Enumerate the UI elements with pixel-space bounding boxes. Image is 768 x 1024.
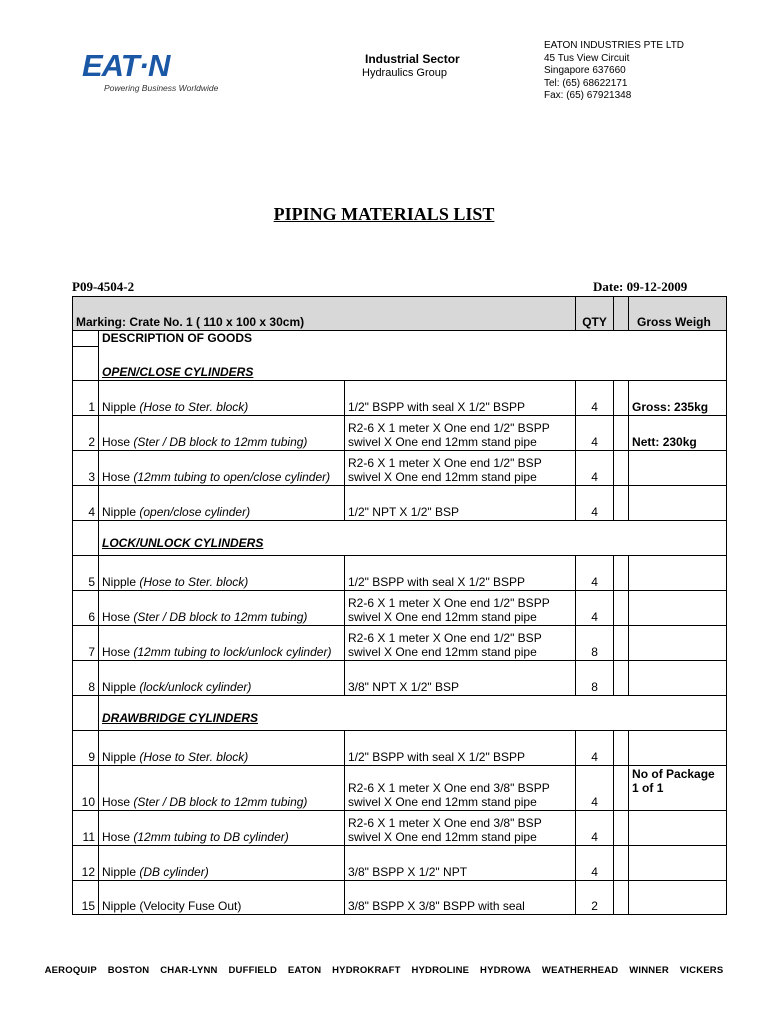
table-row [73, 660, 727, 695]
table-row [73, 765, 727, 810]
row-number: 2 [73, 415, 99, 450]
item-qty: 4 [576, 415, 614, 450]
item-qty: 4 [576, 810, 614, 845]
eaton-logo [74, 48, 219, 96]
section-lock-unlock: LOCK/UNLOCK CYLINDERS [102, 535, 264, 550]
table-row [73, 380, 727, 415]
item-description: Nipple (Velocity Fuse Out) [99, 880, 345, 914]
row-number: 8 [73, 660, 99, 695]
footer-brands [0, 965, 768, 976]
item-qty: 8 [576, 660, 614, 695]
item-spec: 1/2" NPT X 1/2" BSP [345, 485, 576, 520]
weight-cell [629, 625, 727, 660]
footer-brand: WEATHERHEAD [541, 965, 619, 976]
section-open-close: OPEN/CLOSE CYLINDERS [102, 364, 254, 379]
blank-cell [614, 590, 629, 625]
table-row [73, 730, 727, 765]
description-row [73, 331, 727, 347]
weight-header: Gross Weigh [629, 297, 727, 331]
footer-brand: CHAR-LYNN [160, 965, 218, 976]
row-number: 1 [73, 380, 99, 415]
table-row [73, 450, 727, 485]
document-title: PIPING MATERIALS LIST [273, 204, 495, 224]
qty-header: QTY [576, 297, 614, 331]
footer-brand: DUFFIELD [228, 965, 278, 976]
table-row [73, 625, 727, 660]
item-spec: R2-6 X 1 meter X One end 1/2" BSP swivel X One end 12mm stand pipe [345, 625, 576, 660]
blank-cell [614, 845, 629, 880]
company-address [544, 40, 684, 103]
table-row [73, 880, 727, 914]
weight-cell [629, 730, 727, 765]
row-number: 10 [73, 765, 99, 810]
footer-brand: HYDROKRAFT [332, 965, 401, 976]
address-line: Singapore 637660 [544, 65, 626, 76]
blank-cell [73, 695, 99, 730]
item-spec: 1/2" BSPP with seal X 1/2" BSPP [345, 380, 576, 415]
item-spec: R2-6 X 1 meter X One end 3/8" BSPP swivel X One end 12mm stand pipe [345, 765, 576, 810]
table-row [73, 485, 727, 520]
item-description: Nipple (open/close cylinder) [99, 485, 345, 520]
section-row [73, 346, 727, 380]
item-qty: 4 [576, 555, 614, 590]
blank-cell [614, 415, 629, 450]
table-row [73, 555, 727, 590]
item-description: Hose (Ster / DB block to 12mm tubing) [99, 765, 345, 810]
item-spec: 3/8" BSPP X 3/8" BSPP with seal [345, 880, 576, 914]
footer-brand: HYDROLINE [411, 965, 470, 976]
blank-cell [614, 660, 629, 695]
item-description: Nipple (Hose to Ster. block) [99, 555, 345, 590]
item-qty: 4 [576, 845, 614, 880]
weight-cell [629, 555, 727, 590]
eaton-logo-tagline: Powering Business Worldwide [104, 83, 219, 93]
section-drawbridge: DRAWBRIDGE CYLINDERS [102, 710, 259, 725]
item-description: Nipple (lock/unlock cylinder) [99, 660, 345, 695]
weight-cell [629, 880, 727, 914]
item-description: Hose (12mm tubing to lock/unlock cylinder) [99, 625, 345, 660]
table-row [73, 590, 727, 625]
item-qty: 8 [576, 625, 614, 660]
package-count: No of Package 1 of 1 [629, 765, 727, 810]
blank-cell [614, 380, 629, 415]
footer-brand: EATON [287, 965, 322, 976]
row-number: 15 [73, 880, 99, 914]
weight-cell [629, 485, 727, 520]
item-description: Hose (12mm tubing to DB cylinder) [99, 810, 345, 845]
blank-cell [614, 810, 629, 845]
blank-cell [73, 346, 99, 380]
blank-cell [614, 765, 629, 810]
blank-header-cell [614, 297, 629, 331]
footer-brand: HYDROWA [480, 965, 532, 976]
item-qty: 4 [576, 730, 614, 765]
row-number: 12 [73, 845, 99, 880]
section-label [99, 520, 727, 555]
row-number: 4 [73, 485, 99, 520]
row-number: 5 [73, 555, 99, 590]
marking-header: Marking: Crate No. 1 ( 110 x 100 x 30cm) [73, 297, 576, 331]
footer-brand: AEROQUIP [44, 965, 97, 976]
blank-cell [614, 485, 629, 520]
blank-cell [614, 625, 629, 660]
address-line: EATON INDUSTRIES PTE LTD [544, 40, 685, 51]
address-line: Fax: (65) 67921348 [544, 90, 632, 101]
item-spec: R2-6 X 1 meter X One end 3/8" BSP swivel X One end 12mm stand pipe [345, 810, 576, 845]
blank-cell [73, 520, 99, 555]
item-qty: 2 [576, 880, 614, 914]
item-qty: 4 [576, 450, 614, 485]
blank-cell [614, 555, 629, 590]
item-spec: 1/2" BSPP with seal X 1/2" BSPP [345, 730, 576, 765]
address-line: Tel: (65) 68622171 [544, 77, 628, 89]
item-spec: R2-6 X 1 meter X One end 1/2" BSPP swivel X One end 12mm stand pipe [345, 415, 576, 450]
weight-cell [629, 590, 727, 625]
item-spec: R2-6 X 1 meter X One end 1/2" BSPP swivel X One end 12mm stand pipe [345, 590, 576, 625]
nett-weight: Nett: 230kg [629, 415, 727, 450]
item-description: Nipple (Hose to Ster. block) [99, 380, 345, 415]
section-row [73, 520, 727, 555]
weight-cell [629, 450, 727, 485]
materials-table [72, 296, 727, 915]
weight-cell [629, 660, 727, 695]
table-header-row [73, 297, 727, 331]
section-label [99, 346, 727, 380]
group-label: Hydraulics Group [362, 67, 447, 79]
reference-number: P09-4504-2 [72, 279, 135, 294]
table-row [73, 845, 727, 880]
item-spec: 3/8" NPT X 1/2" BSP [345, 660, 576, 695]
blank-cell [614, 880, 629, 914]
table-row [73, 415, 727, 450]
item-qty: 4 [576, 765, 614, 810]
weight-cell [629, 845, 727, 880]
description-header: DESCRIPTION OF GOODS [99, 331, 727, 347]
sector-label: Industrial Sector [365, 52, 460, 66]
item-description: Nipple (DB cylinder) [99, 845, 345, 880]
row-number: 3 [73, 450, 99, 485]
gross-weight: Gross: 235kg [629, 380, 727, 415]
row-number: 7 [73, 625, 99, 660]
row-number: 9 [73, 730, 99, 765]
item-qty: 4 [576, 485, 614, 520]
document-date: Date: 09-12-2009 [593, 279, 688, 294]
row-number: 6 [73, 590, 99, 625]
footer-brand: WINNER [629, 965, 669, 976]
address-line: 45 Tus View Circuit [544, 52, 630, 64]
item-spec: 3/8" BSPP X 1/2" NPT [345, 845, 576, 880]
row-number: 11 [73, 810, 99, 845]
footer-brand: VICKERS [679, 965, 724, 976]
item-description: Hose (Ster / DB block to 12mm tubing) [99, 415, 345, 450]
weight-cell [629, 810, 727, 845]
footer-brand: BOSTON [107, 965, 150, 976]
blank-cell [614, 450, 629, 485]
section-row [73, 695, 727, 730]
eaton-logo-wordmark: EAT·N [82, 48, 170, 83]
item-description: Hose (Ster / DB block to 12mm tubing) [99, 590, 345, 625]
item-description: Nipple (Hose to Ster. block) [99, 730, 345, 765]
item-spec: 1/2" BSPP with seal X 1/2" BSPP [345, 555, 576, 590]
table-row [73, 810, 727, 845]
item-qty: 4 [576, 380, 614, 415]
item-description: Hose (12mm tubing to open/close cylinder) [99, 450, 345, 485]
blank-cell [614, 730, 629, 765]
section-label [99, 695, 727, 730]
item-qty: 4 [576, 590, 614, 625]
blank-cell [73, 331, 99, 347]
item-spec: R2-6 X 1 meter X One end 1/2" BSP swivel X One end 12mm stand pipe [345, 450, 576, 485]
